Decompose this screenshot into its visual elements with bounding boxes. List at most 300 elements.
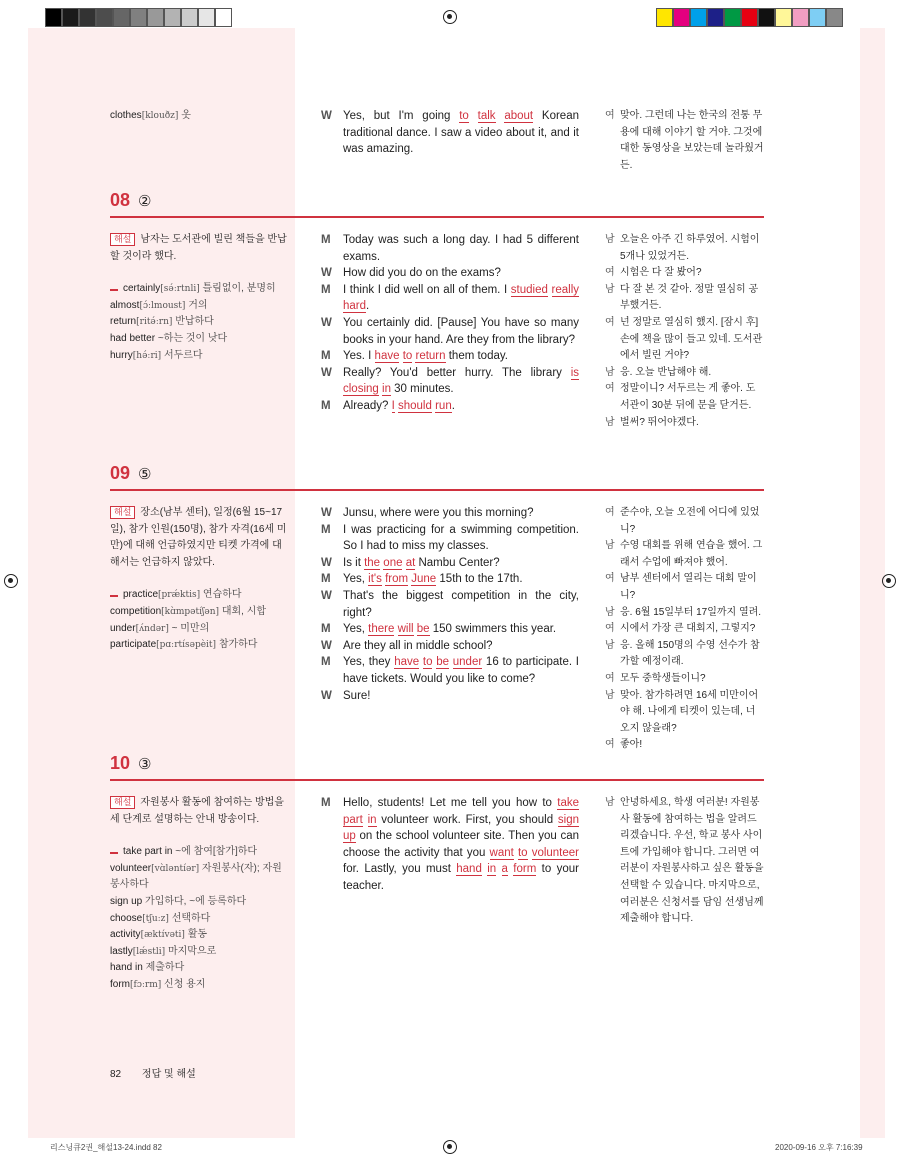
vocab-ipa: [hə́ːri] [132,350,162,361]
vocab-meaning: 서두르다 [163,349,203,361]
dialogue-text [343,398,579,415]
dialogue-line [321,654,579,687]
vocab-ipa: [ɔ́ːlmoust] [139,300,186,311]
vocab-tag [110,595,118,597]
color-swatch [758,8,775,27]
translation-line [605,505,765,538]
vocab-item [110,894,290,911]
speaker-label: 남 [605,234,615,245]
vocab-ipa: [ʌ́ndər] [135,623,169,634]
vocab-word: practice [123,589,159,601]
text-segment: Yes, but I'm going [343,110,460,122]
dialogue-line [321,588,579,621]
dialogue-text [343,638,579,655]
text-segment: 30 minutes. [390,383,454,396]
dialogue-line [321,555,579,572]
vocab-ipa: [kɑ̀mpətíʃən] [161,606,220,617]
vocab-item [110,960,290,977]
explanation-text: 남자는 도서관에 빌린 책들을 반납할 것이라 했다. [110,234,287,262]
dialogue-text [343,522,579,555]
vocab-item [110,314,290,331]
vocab-item [110,331,290,348]
answer-blank: be [416,623,430,636]
translation-text: 맞아. 참가하려면 16세 미만이어야 해. 나에게 티켓이 있는데, 너 오지 않을래? [620,689,759,734]
vocab-word: sign up [110,895,143,907]
dialogue-text [343,654,579,687]
text-segment: I was practicing for a swimming competition. So I had to miss my classes. [343,523,579,553]
speaker-label: M [321,656,331,669]
translation-text: 시험은 다 잘 봤어? [620,267,702,279]
dialogue-text [343,232,579,265]
text-segment: Yes, they [343,656,395,669]
slug-filename: 리스닝큐2권_해설13-24.indd 82 [50,1143,162,1152]
dialogue-line [321,688,579,705]
vocab-word: volunteer [110,862,152,874]
english-dialogue [321,795,579,895]
section-rule [110,779,764,781]
answer-blank: have [374,350,400,363]
answer-blank: hand [456,863,482,876]
speaker-label: 남 [605,797,615,808]
text-segment: Korean traditional dance. I saw a video about it, and it was amazing. [343,110,579,156]
speaker-label: W [321,366,332,379]
registration-mark-icon [443,10,457,24]
vocab-item [110,604,290,621]
gray-swatch [198,8,215,27]
korean-translation [605,232,765,431]
text-segment: on the school volunteer site. Then you can choose the activity that you [343,830,579,859]
vocab-item [110,637,290,654]
speaker-label: 여 [605,383,615,395]
text-segment [496,110,505,122]
vocab-word: had better [110,332,156,344]
answer-blank: up [343,830,356,843]
vocab-meaning: 틀림없이, 분명히 [202,283,276,295]
text-segment: Yes. I [343,350,375,363]
gray-swatch [181,8,198,27]
color-swatch [724,8,741,27]
dialogue-text [343,555,579,572]
vocab-word: choose [110,912,143,924]
answer-blank: talk [477,110,496,122]
text-segment: Nambu Center? [415,556,500,569]
vocab-item [110,844,290,861]
vocab-word: lastly [110,945,133,957]
answer-blank: one [383,556,403,569]
translation-line [605,108,765,174]
text-segment: Really? You'd better hurry. The library [343,366,571,379]
grayscale-bar [45,8,232,27]
gray-swatch [215,8,232,27]
answer-blank: from [385,573,409,586]
vocab-meaning: ~ 미만의 [171,622,210,634]
translation-text: 시에서 가장 큰 대회지, 그렇지? [620,623,756,635]
vocab-item [110,298,290,315]
translation-line [605,638,765,671]
text-segment: . [451,399,455,412]
translation-text: 응. 오늘 반납해야 해. [620,366,712,378]
answer-blank: in [382,383,391,396]
gray-swatch [79,8,96,27]
explanation-text: 장소(남부 센터), 일정(6월 15~17일), 참가 인원(150명), 참가 자격(16세 미만)에 대해 언급하였지만 티켓 가격에 대해서는 언급하지 않았다. [110,507,287,568]
english-dialogue [321,232,579,415]
answer-blank: closing [343,383,379,396]
text-segment: That's the biggest competition in the city, right? [343,589,579,619]
translation-line [605,671,765,688]
vocab-meaning: 선택하다 [171,912,211,924]
vocab-word: hurry [110,349,133,361]
text-segment [469,110,478,122]
speaker-label: M [321,797,331,809]
vocab-meaning: 제출하다 [145,962,185,974]
vocab-word: almost [110,299,140,311]
page-number: 82 [110,1069,122,1080]
answer-blank: June [411,573,437,586]
korean-translation [605,108,765,174]
answer-blank: to [459,110,469,122]
dialogue-text [343,365,579,398]
vocab-item [110,977,290,994]
dialogue-line [321,522,579,555]
text-segment: Hello, students! Let me tell you how to [343,797,558,809]
question-num: 09 [110,463,131,483]
dialogue-line [321,398,579,415]
right-margin-band [860,28,885,1138]
speaker-label: M [321,573,331,586]
vocab-meaning: 반납하다 [175,316,214,328]
explanation-text: 자원봉사 활동에 참여하는 방법을 세 단계로 설명하는 안내 방송이다. [110,797,284,825]
dialogue-text [343,282,579,315]
gray-swatch [96,8,113,27]
vocab-word: clothes [110,110,142,121]
text-segment: Yes, [343,623,369,636]
dialogue-text [343,348,579,365]
dialogue-text [343,588,579,621]
color-bar [656,8,843,27]
answer-blank: really [551,283,579,296]
answer-blank: about [504,110,534,122]
text-segment: Sure! [343,689,371,702]
dialogue-text [343,505,579,522]
dialogue-line [321,365,579,398]
speaker-label: M [321,283,331,296]
english-dialogue [321,505,579,704]
speaker-label: 여 [605,623,615,635]
answer-blank: will [397,623,414,636]
answer-blank: at [405,556,416,569]
translation-line [605,315,765,365]
vocab-item [110,621,290,638]
vocab-meaning: ~하는 것이 낫다 [157,332,228,344]
answer-blank: to [402,350,413,363]
vocab-ipa: [klouðz] [141,111,179,121]
speaker-label: M [321,350,331,363]
vocab-item [110,911,290,928]
speaker-label: W [321,589,332,602]
vocab-ipa: [ritə́ːrn] [136,317,173,328]
gray-swatch [130,8,147,27]
dialogue-text [343,688,579,705]
speaker-label: 여 [605,316,615,328]
vocab-word: take part in [123,846,173,858]
text-segment: 15th to the 17th. [436,573,523,586]
section-rule [110,489,764,491]
text-segment: 150 swimmers this year. [429,623,557,636]
text-segment [496,863,501,875]
dialogue-line [321,108,579,158]
explanation-column [110,232,290,364]
explanation-note [110,795,290,828]
translation-text: 다 잘 본 것 같아. 정말 열심히 공부했거든. [620,283,759,312]
answer-blank: return [415,350,446,363]
translation-text: 안녕하세요, 학생 여러분! 자원봉사 활동에 참여하는 법을 알려드리겠습니다. 우선, 학교 봉사 사이트에 가입해야 합니다. 그러면 여러분이 자원봉사하고 싶은 활동을 선택할 수 있습니다. 마지막으로, 여러분은 신청서를 담임 선생님께 제출해야 합니다. [620,797,764,925]
translation-line [605,688,765,738]
dialogue-line [321,265,579,282]
text-segment: How did you do on the exams? [343,267,501,280]
speaker-label: M [321,523,331,536]
translation-text: 준수야, 오늘 오전에 어디에 있었니? [620,507,760,535]
question-number [110,753,151,774]
translation-line [605,605,765,622]
answer-blank: be [436,656,450,669]
translation-line [605,232,765,265]
answer-blank: studied [510,283,548,296]
translation-text: 모두 중학생들이니? [620,672,706,684]
speaker-label: W [321,267,332,280]
answer-blank: run [435,399,452,412]
color-swatch [707,8,724,27]
speaker-label: M [321,234,331,246]
vocab-item [110,944,290,961]
color-swatch [690,8,707,27]
speaker-label: W [321,689,332,702]
text-segment: Today was such a long day. I had 5 different exams. [343,234,579,263]
text-segment: them today. [445,350,508,363]
dialogue-line [321,315,579,348]
vocab-word: activity [110,929,141,941]
vocab-meaning: 활동 [187,929,208,941]
question-number [110,463,151,484]
explanation-column [110,505,290,654]
dialogue-line [321,232,579,265]
vocab-ipa: [lǽstli] [132,946,166,957]
vocab-item [110,281,290,298]
vocab-meaning: 가입하다, ~에 등록하다 [145,895,247,907]
registration-mark-icon [443,1140,457,1154]
dialogue-line [321,505,579,522]
speaker-label: M [321,623,331,636]
explanation-note [110,232,290,265]
translation-text: 오늘은 아주 긴 하루였어. 시험이 5개나 있었거든. [620,234,760,262]
translation-line [605,571,765,604]
answer-blank: part [343,813,363,826]
text-segment: . [366,300,370,313]
dialogue-line [321,795,579,895]
color-swatch [673,8,690,27]
dialogue-text [343,571,579,588]
registration-mark-icon [4,574,18,588]
vocab-ipa: [sə́ːrtnli] [160,284,200,295]
translation-text: 벌써? 뛰어야겠다. [620,416,699,428]
speaker-label: 남 [605,416,615,428]
speaker-label: 남 [605,283,615,295]
answer-blank: I [391,399,395,412]
answer-blank: take [557,797,579,809]
speaker-label: 여 [605,573,615,585]
color-swatch [741,8,758,27]
speaker-label: W [321,110,332,122]
dialogue-line [321,348,579,365]
speaker-label: 남 [605,689,615,701]
vocab-ipa: [tʃuːz] [142,913,169,924]
explanation-tag: 해설 [110,506,135,519]
translation-text: 넌 정말로 열심히 했지. [잠시 후] 손에 책을 많이 들고 있네. 도서관에서 빌린 거야? [620,316,763,362]
vocab-meaning: 자원봉사(자); 자원봉사하다 [110,862,282,891]
speaker-label: 여 [605,739,615,751]
vocab-meaning: 참가하다 [218,639,258,651]
vocab-word: certainly [123,283,161,295]
dialogue-text [343,795,579,895]
answer-blank: the [364,556,381,569]
vocab-word: form [110,978,130,990]
answer-blank: hard [343,300,367,313]
vocab-ipa: [vɑ̀ləntíər] [151,863,200,874]
footer-label: 정답 및 해설 [141,1069,196,1080]
explanation-note [110,505,290,571]
vocab-meaning: 거의 [188,299,208,311]
speaker-label: 남 [605,639,615,651]
vocab-item [110,927,290,944]
vocab-item [110,108,290,125]
dialogue-text [343,108,579,158]
page-footer [110,1065,196,1080]
slug-date: 2020-09-16 오후 7:16:39 [775,1143,863,1152]
text-segment: 16 to participate. I have tickets. Would you like to come? [343,656,579,685]
translation-text: 남부 센터에서 열리는 대회 말이니? [620,573,757,601]
dialogue-text [343,265,579,282]
text-segment: to your teacher. [343,863,579,892]
answer-blank: to [517,846,528,859]
gray-swatch [45,8,62,27]
translation-line [605,795,765,928]
translation-line [605,538,765,571]
gray-swatch [113,8,130,27]
color-swatch [775,8,792,27]
answer-blank: in [367,813,377,826]
speaker-label: W [321,507,332,519]
color-swatch [809,8,826,27]
question-number [110,190,151,211]
vocab-meaning: 마지막으로 [167,945,217,957]
translation-line [605,621,765,638]
answer-blank: is [570,366,579,379]
answer-blank: sign [557,813,579,826]
text-segment: I think I did well on all of them. I [343,283,511,296]
color-swatch [656,8,673,27]
speaker-label: W [321,639,332,652]
answer-blank: a [501,863,508,876]
question-num: 08 [110,190,131,210]
speaker-label: 남 [605,540,615,552]
section-rule [110,216,764,218]
dialogue-line [321,571,579,588]
answer-blank: have [394,656,420,669]
dialogue-line [321,282,579,315]
dialogue-line [321,638,579,655]
answer-choice: ③ [138,756,152,773]
gray-swatch [164,8,181,27]
answer-blank: want [489,846,514,859]
text-segment: Already? [343,399,392,412]
speaker-label: 남 [605,366,615,378]
gray-swatch [147,8,164,27]
vocab-meaning: ~에 참여[참가]하다 [175,846,258,858]
color-swatch [826,8,843,27]
translation-line [605,365,765,382]
speaker-label: W [321,316,332,329]
vocab-ipa: [pɑːrtísəpèit] [156,640,217,651]
english-dialogue [321,108,579,158]
vocab-word: competition [110,605,162,617]
answer-blank: volunteer [531,846,579,859]
answer-choice: ⑤ [138,466,152,483]
vocab-item [110,587,290,604]
answer-blank: form [513,863,537,876]
translation-line [605,737,765,754]
answer-blank: to [422,656,433,669]
translation-line [605,381,765,414]
text-segment: Are they all in middle school? [343,639,493,652]
explanation-tag: 해설 [110,233,135,246]
answer-blank: should [398,399,432,412]
text-segment: volunteer work. First, you should [376,813,558,826]
vocab-ipa: [fɔːrm] [130,979,162,990]
vocab-tag [110,289,118,291]
vocab-word: hand in [110,962,143,974]
answer-blank: in [487,863,497,876]
translation-text: 응. 올해 150명의 수영 선수가 참가할 예정이래. [620,639,760,668]
vocab-item [110,348,290,365]
vocab-meaning: 대회, 시합 [221,605,267,617]
vocab-list [110,108,290,125]
speaker-label: 여 [605,507,615,518]
dialogue-line [321,621,579,638]
color-swatch [792,8,809,27]
text-segment: You certainly did. [Pause] You have so many books in your hand. Are they from the library? [343,316,579,346]
vocab-meaning: 연습하다 [202,589,242,601]
speaker-label: 남 [605,606,615,618]
text-segment: Junsu, where were you this morning? [343,507,534,519]
gray-swatch [62,8,79,27]
question-num: 10 [110,753,131,773]
dialogue-text [343,315,579,348]
answer-blank: under [452,656,483,669]
vocab-meaning: 신청 용지 [164,978,206,990]
text-segment: for. Lastly, you must [343,863,457,876]
translation-text: 수영 대회를 위해 연습을 했어. 그래서 수업에 빠져야 했어. [620,540,763,568]
translation-text: 응. 6월 15일부터 17일까지 열려. [620,606,762,618]
vocab-ipa: [æktívəti] [140,930,185,941]
speaker-label: 여 [605,110,615,121]
translation-text: 좋아! [620,739,643,751]
text-segment [548,284,552,296]
answer-blank: it's [368,573,382,586]
speaker-label: W [321,556,332,569]
translation-text: 맞아. 그런데 나는 한국의 전통 무용에 대해 이야기 할 거야. 그것에 대한 동영상을 보았는데 놀라웠거든. [620,110,764,171]
explanation-column [110,795,290,994]
vocab-tag [110,852,118,854]
registration-mark-icon [882,574,896,588]
